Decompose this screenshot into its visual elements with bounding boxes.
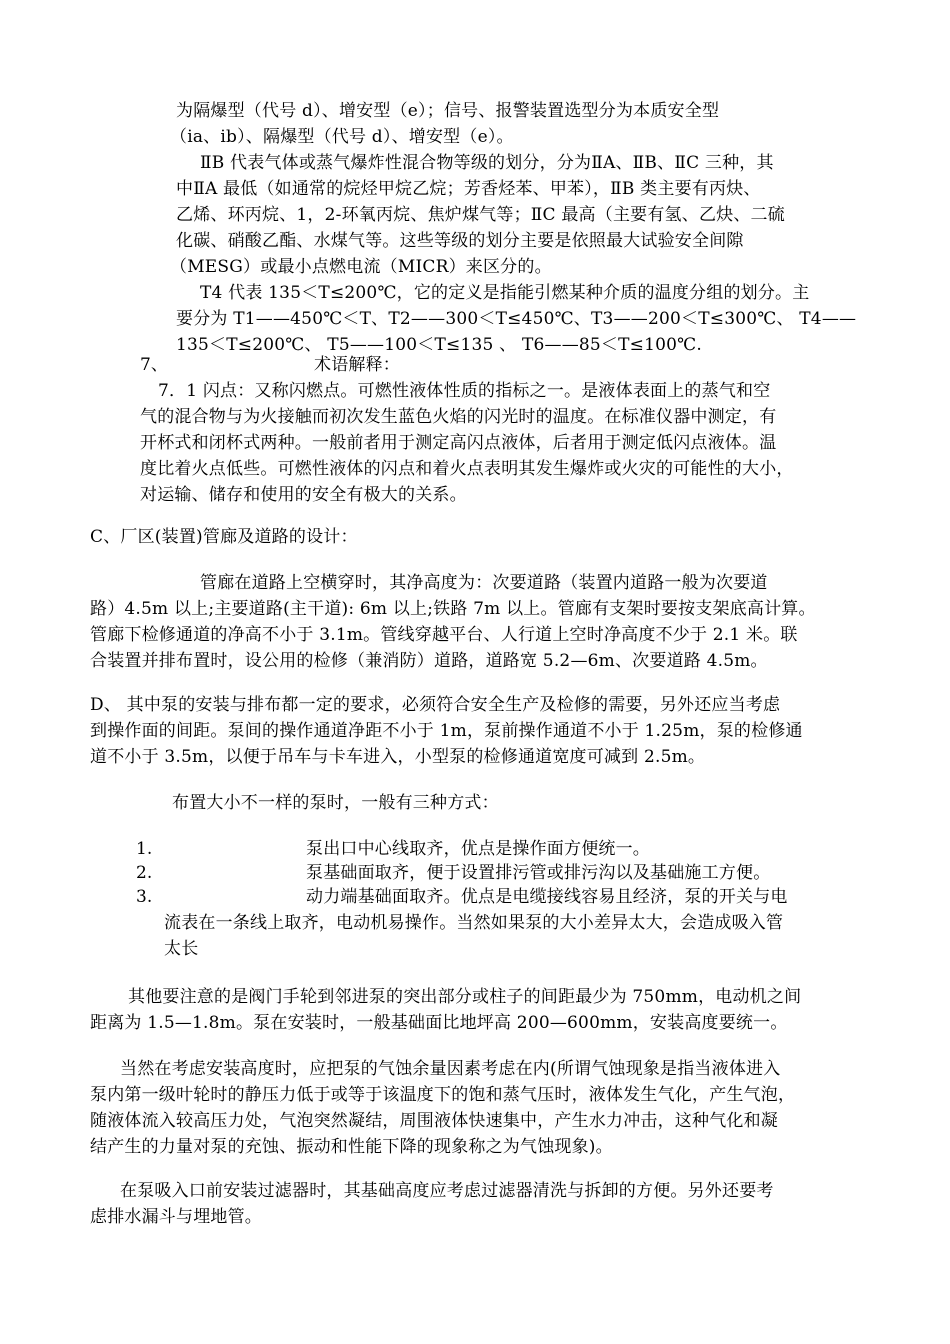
list-item-1-number: 1. — [136, 839, 153, 859]
section-d-line-1: D、 其中泵的安装与排布都一定的要求，必须符合安全生产及检修的需要，另外还应当考虑 — [90, 695, 781, 715]
iib-line-5: （MESG）或最小点燃电流（MICR）来区分的。 — [170, 257, 552, 277]
t4-line-2: 要分为 T1——450℃＜T、T2——300＜T≤450℃、T3——200＜T≤300℃、 T4—— — [176, 309, 857, 329]
s71-line-3: 开杯式和闭杯式两种。一般前者用于测定高闪点液体，后者用于测定低闪点液体。温 — [140, 433, 777, 453]
section-d-line-3: 道不小于 3.5m，以便于吊车与卡车进入，小型泵的检修通道宽度可减到 2.5m。 — [90, 747, 706, 767]
valve-line-1: 其他要注意的是阀门手轮到邻进泵的突出部分或柱子的间距最少为 750mm，电动机之间 — [128, 987, 802, 1007]
list-item-2-text: 泵基础面取齐，便于设置排污管或排污沟以及基础施工方便。 — [306, 863, 771, 883]
valve-line-2: 距离为 1.5—1.8m。泵在安装时，一般基础面比地坪高 200—600mm，安装高度要统一。 — [90, 1013, 788, 1033]
filter-line-1: 在泵吸入口前安装过滤器时，其基础高度应考虑过滤器清洗与拆卸的方便。另外还要考 — [120, 1181, 774, 1201]
cavitation-line-2: 泵内第一级叶轮时的静压力低于或等于该温度下的饱和蒸气压时，液体发生气化，产生气泡， — [90, 1085, 796, 1105]
intro-line-1: 为隔爆型（代号 d）、增安型（e）；信号、报警装置选型分为本质安全型 — [176, 101, 720, 121]
arrange-intro: 布置大小不一样的泵时，一般有三种方式： — [172, 793, 499, 813]
pipe-line-1: 管廊在道路上空横穿时，其净高度为：次要道路（装置内道路一般为次要道 — [200, 573, 768, 593]
list-item-2-number: 2. — [136, 863, 153, 883]
iib-line-4: 化碳、硝酸乙酯、水煤气等。这些等级的划分主要是依照最大试验安全间隙 — [176, 231, 744, 251]
s71-line-2: 气的混合物与为火接触而初次发生蓝色火焰的闪光时的温度。在标准仪器中测定，有 — [140, 407, 777, 427]
iib-line-3: 乙烯、环丙烷、1，2-环氧丙烷、焦炉煤气等；ⅡC 最高（主要有氢、乙炔、二硫 — [176, 205, 785, 225]
list-item-1-text: 泵出口中心线取齐，优点是操作面方便统一。 — [306, 839, 650, 859]
list-item-3-cont-1: 流表在一条线上取齐，电动机易操作。当然如果泵的大小差异太大，会造成吸入管 — [164, 913, 784, 933]
list-item-3-number: 3. — [136, 887, 153, 907]
s71-line-4: 度比着火点低些。可燃性液体的闪点和着火点表明其发生爆炸或火灾的可能性的大小， — [140, 459, 794, 479]
cavitation-line-4: 结产生的力量对泵的充蚀、振动和性能下降的现象称之为气蚀现象)。 — [90, 1137, 613, 1157]
pipe-line-2: 路）4.5m 以上;主要道路(主干道): 6m 以上;铁路 7m 以上。管廊有支架时要按支架底高计算。 — [90, 599, 816, 619]
s71-line-1: 7．1 闪点：又称闪燃点。可燃性液体性质的指标之一。是液体表面上的蒸气和空 — [158, 381, 771, 401]
pipe-line-3: 管廊下检修通道的净高不小于 3.1m。管线穿越平台、人行道上空时净高度不少于 2.1 米。联 — [90, 625, 798, 645]
iib-line-1: ⅡB 代表气体或蒸气爆炸性混合物等级的划分，分为ⅡA、ⅡB、ⅡC 三种，其 — [200, 153, 774, 173]
section-7-number: 7、 — [140, 355, 168, 375]
section-7-title: 术语解释： — [314, 355, 400, 375]
s71-line-5: 对运输、储存和使用的安全有极大的关系。 — [140, 485, 467, 505]
t4-line-3: 135＜T≤200℃、 T5——100＜T≤135 、 T6——85＜T≤100℃. — [176, 335, 702, 355]
section-d-line-2: 到操作面的间距。泵间的操作通道净距不小于 1m，泵前操作通道不小于 1.25m，泵的检修通 — [90, 721, 803, 741]
list-item-3-text: 动力端基础面取齐。优点是电缆接线容易且经济，泵的开关与电 — [306, 887, 788, 907]
iib-line-2: 中ⅡA 最低（如通常的烷烃甲烷乙烷；芳香烃苯、甲苯），ⅡB 类主要有丙炔、 — [176, 179, 761, 199]
filter-line-2: 虑排水漏斗与埋地管。 — [90, 1207, 262, 1227]
intro-line-2: （ia、ib）、隔爆型（代号 d）、增安型（e）。 — [170, 127, 514, 147]
cavitation-line-1: 当然在考虑安装高度时，应把泵的气蚀余量因素考虑在内(所谓气蚀现象是指当液体进入 — [120, 1059, 781, 1079]
pipe-line-4: 合装置并排布置时，设公用的检修（兼消防）道路，道路宽 5.2—6m、次要道路 4.5m。 — [90, 651, 768, 671]
list-item-3-cont-2: 太长 — [164, 939, 199, 959]
section-c-title: C、厂区(装置)管廊及道路的设计： — [90, 527, 358, 547]
t4-line-1: T4 代表 135＜T≤200℃，它的定义是指能引燃某种介质的温度分组的划分。主 — [200, 283, 810, 303]
cavitation-line-3: 随液体流入较高压力处，气泡突然凝结，周围液体快速集中，产生水力冲击，这种气化和凝 — [90, 1111, 778, 1131]
